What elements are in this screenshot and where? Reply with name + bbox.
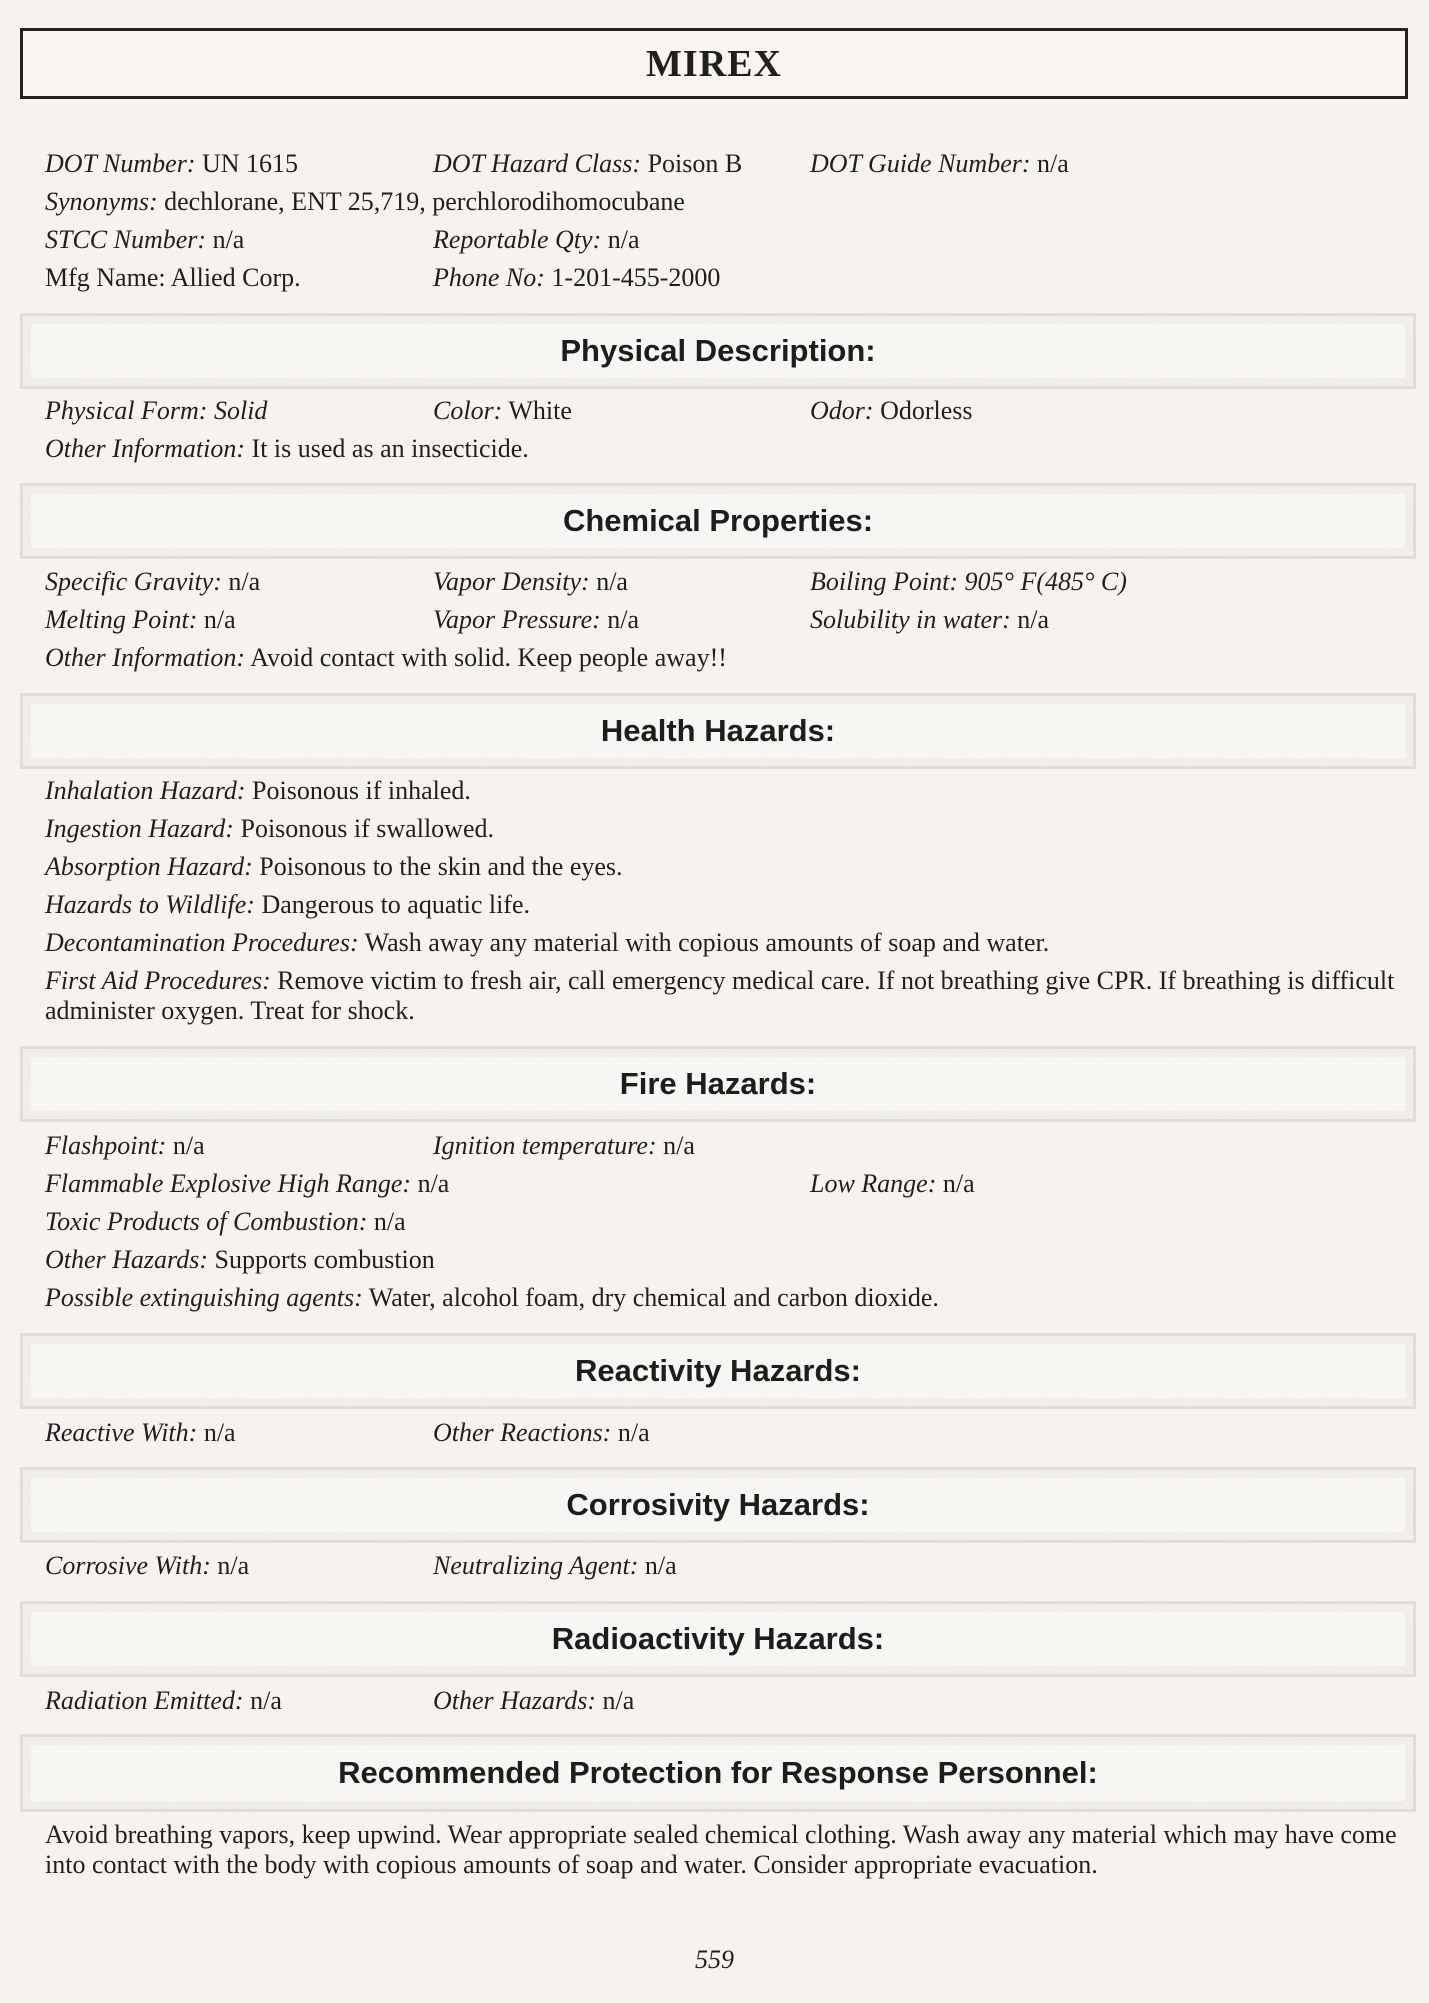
field-value: n/a xyxy=(250,1686,282,1715)
stcc-field xyxy=(45,225,244,255)
section-heading: Fire Hazards: xyxy=(619,1066,817,1101)
section-heading: Physical Description: xyxy=(560,333,876,368)
explosive-high-range-field xyxy=(45,1169,449,1199)
section-banner-radioactivity xyxy=(20,1601,1416,1677)
field-label: Phone No: xyxy=(433,263,545,292)
field-value: Poison B xyxy=(647,149,743,178)
synonyms-field xyxy=(45,187,685,217)
field-label: Other Reactions: xyxy=(433,1418,612,1447)
section-banner-chemical xyxy=(20,483,1416,559)
field-label: Ingestion Hazard: xyxy=(45,814,234,843)
wildlife-hazard-field xyxy=(45,890,530,920)
section-heading: Radioactivity Hazards: xyxy=(551,1621,885,1656)
absorption-hazard-field xyxy=(45,852,623,882)
field-label: DOT Hazard Class: xyxy=(433,149,642,178)
field-value: n/a xyxy=(596,567,628,596)
field-value: dechlorane, ENT 25,719, perchlorodihomocubane xyxy=(164,187,685,216)
dot-number-field xyxy=(45,149,298,179)
guide-number-field xyxy=(810,149,1069,179)
field-label: DOT Guide Number: xyxy=(810,149,1031,178)
field-label: Possible extinguishing agents: xyxy=(45,1283,363,1312)
page-number: 559 xyxy=(695,1945,734,1974)
field-label: Other Hazards: xyxy=(433,1686,596,1715)
neutralizing-agent-field xyxy=(433,1551,677,1581)
ignition-temperature-field xyxy=(433,1131,695,1161)
field-label: Color: xyxy=(433,396,503,425)
field-label: Radiation Emitted: xyxy=(45,1686,244,1715)
ingestion-hazard-field xyxy=(45,814,494,844)
field-value: It is used as an insecticide. xyxy=(251,434,529,463)
field-value: n/a xyxy=(663,1131,695,1160)
section-banner-fire xyxy=(20,1046,1416,1122)
field-value: 1-201-455-2000 xyxy=(551,263,721,292)
field-value: Water, alcohol foam, dry chemical and carbon dioxide. xyxy=(368,1283,939,1312)
section-heading: Corrosivity Hazards: xyxy=(566,1487,870,1522)
field-value: Allied Corp. xyxy=(170,263,301,292)
field-value: n/a xyxy=(203,605,236,634)
hazard-class-field xyxy=(433,149,742,179)
field-label: Flammable Explosive High Range: xyxy=(45,1169,412,1198)
reportable-qty-field xyxy=(433,225,640,255)
field-label: Neutralizing Agent: xyxy=(433,1551,639,1580)
field-label: Reactive With: xyxy=(45,1418,198,1447)
field-label: Vapor Pressure: xyxy=(433,605,601,634)
specific-gravity-field xyxy=(45,567,260,597)
vapor-density-field xyxy=(433,567,628,597)
field-label: Toxic Products of Combustion: xyxy=(45,1207,368,1236)
field-value: Supports combustion xyxy=(214,1245,435,1274)
field-value: Poisonous if swallowed. xyxy=(240,814,494,843)
field-value: Dangerous to aquatic life. xyxy=(261,890,531,919)
phone-field xyxy=(433,263,720,293)
field-value: n/a xyxy=(203,1418,236,1447)
field-value: n/a xyxy=(617,1418,650,1447)
section-banner-physical xyxy=(20,313,1416,389)
field-label: Other Information: xyxy=(45,643,246,672)
section-heading: Reactivity Hazards: xyxy=(574,1353,861,1388)
field-value: n/a xyxy=(1017,605,1050,634)
field-label: First Aid Procedures: xyxy=(45,966,271,995)
field-value: n/a xyxy=(217,1551,250,1580)
corrosive-with-field xyxy=(45,1551,249,1581)
field-value: Remove victim to fresh air, call emergency medical care. If not breathing give CPR. If breathing is difficult administer oxygen. Treat for shock. xyxy=(45,966,1395,1025)
field-value: n/a xyxy=(417,1169,450,1198)
field-value: n/a xyxy=(1037,149,1069,178)
field-label: Low Range: xyxy=(810,1169,937,1198)
field-label: Vapor Density: xyxy=(433,567,590,596)
section-heading: Chemical Properties: xyxy=(562,503,874,538)
melting-point-field xyxy=(45,605,236,635)
field-value: n/a xyxy=(607,605,640,634)
field-label: Absorption Hazard: xyxy=(45,852,253,881)
other-reactions-field xyxy=(433,1418,650,1448)
field-value: n/a xyxy=(373,1207,406,1236)
flashpoint-field xyxy=(45,1131,205,1161)
field-label: Other Information: xyxy=(45,434,246,463)
section-banner-health xyxy=(20,693,1416,769)
field-value: Odorless xyxy=(880,396,973,425)
inhalation-hazard-field xyxy=(45,776,471,806)
solubility-field xyxy=(810,605,1049,635)
field-label: Boiling Point: xyxy=(810,567,959,596)
field-label: Hazards to Wildlife: xyxy=(45,890,255,919)
physical-other-info-field xyxy=(45,434,529,464)
odor-field xyxy=(810,396,973,426)
field-label: Specific Gravity: xyxy=(45,567,222,596)
field-label: Ignition temperature: xyxy=(433,1131,657,1160)
field-value: Poisonous to the skin and the eyes. xyxy=(259,852,623,881)
field-label: STCC Number: xyxy=(45,225,207,254)
protection-paragraph: Avoid breathing vapors, keep upwind. Wear appropriate sealed chemical clothing. Wash away any material which may have come into contact with the body with copious amounts of soap and water. Consider appropriate evacuation. xyxy=(45,1820,1397,1879)
section-heading: Health Hazards: xyxy=(600,713,836,748)
color-field xyxy=(433,396,572,426)
field-label: Other Hazards: xyxy=(45,1245,208,1274)
boiling-point-field xyxy=(810,567,1127,597)
section-banner-protection xyxy=(20,1734,1416,1812)
reactive-with-field xyxy=(45,1418,236,1448)
field-label: Melting Point: xyxy=(45,605,198,634)
field-label: Flashpoint: xyxy=(45,1131,167,1160)
field-value: n/a xyxy=(212,225,245,254)
field-value: 905° F(485° C) xyxy=(964,567,1127,596)
field-value: n/a xyxy=(602,1686,635,1715)
low-range-field xyxy=(810,1169,975,1199)
field-label: Solubility in water: xyxy=(810,605,1011,634)
field-label: Decontamination Procedures: xyxy=(45,928,359,957)
chemical-other-info-field xyxy=(45,643,727,673)
field-value: Solid xyxy=(213,396,268,425)
field-label: Inhalation Hazard: xyxy=(45,776,246,805)
field-value: Wash away any material with copious amounts of soap and water. xyxy=(364,928,1050,957)
field-label: Physical Form: xyxy=(45,396,208,425)
field-value: n/a xyxy=(228,567,261,596)
field-value: n/a xyxy=(644,1551,677,1580)
toxic-products-field xyxy=(45,1207,406,1237)
section-banner-reactivity xyxy=(20,1333,1416,1409)
field-value: n/a xyxy=(942,1169,975,1198)
first-aid-field xyxy=(45,966,1405,1026)
field-value: Poisonous if inhaled. xyxy=(252,776,471,805)
vapor-pressure-field xyxy=(433,605,639,635)
section-banner-corrosivity xyxy=(20,1467,1416,1543)
field-label: DOT Number: xyxy=(45,149,196,178)
field-label: Synonyms: xyxy=(45,187,158,216)
decontamination-field xyxy=(45,928,1049,958)
fire-other-hazards-field xyxy=(45,1245,435,1275)
field-label: Mfg Name: xyxy=(45,263,166,292)
extinguishing-agents-field xyxy=(45,1283,939,1313)
mfg-name-field xyxy=(45,263,301,293)
field-value: White xyxy=(508,396,572,425)
field-label: Reportable Qty: xyxy=(433,225,602,254)
physical-form-field xyxy=(45,396,267,426)
field-value: n/a xyxy=(172,1131,205,1160)
field-value: UN 1615 xyxy=(201,149,299,178)
radiation-emitted-field xyxy=(45,1686,282,1716)
section-heading: Recommended Protection for Response Personnel: xyxy=(338,1755,1098,1790)
field-value: n/a xyxy=(607,225,640,254)
field-label: Corrosive With: xyxy=(45,1551,211,1580)
field-label: Odor: xyxy=(810,396,874,425)
field-value: Avoid contact with solid. Keep people away!! xyxy=(250,643,727,672)
document-title: MIREX xyxy=(20,28,1408,99)
radioactivity-other-hazards-field xyxy=(433,1686,634,1716)
